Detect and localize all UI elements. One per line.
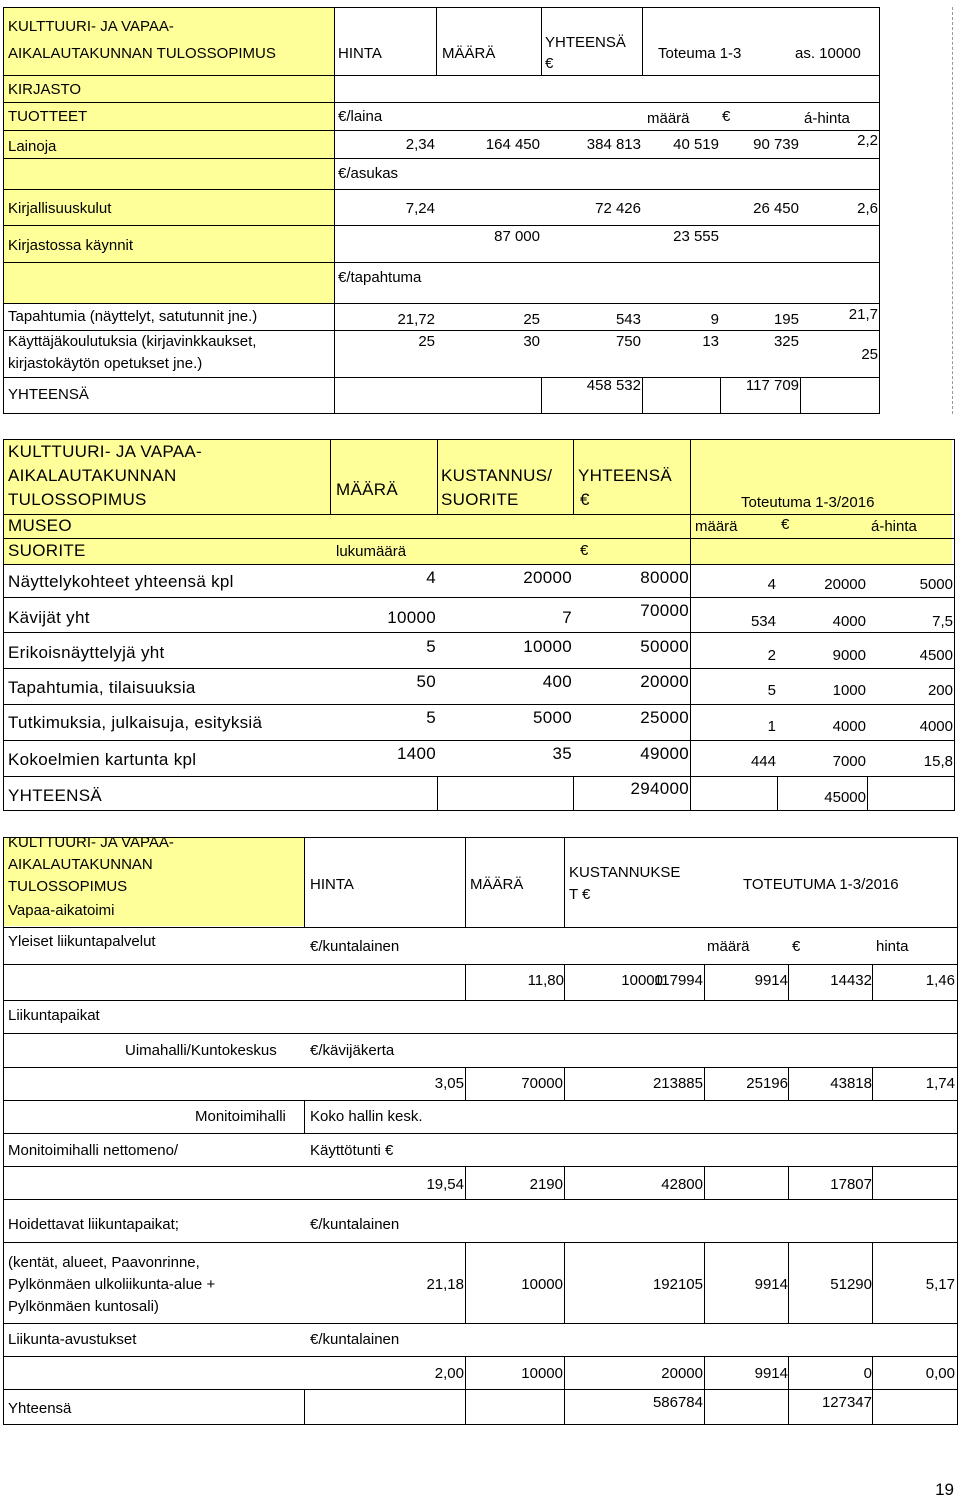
vapaa-monitoimihalli-netto: Monitoimihalli nettomeno/ (8, 1142, 179, 1159)
vapaa-row3-kust: 42800 (661, 1176, 703, 1193)
museo-col-kust2: SUORITE (441, 490, 519, 509)
row-lainoja-tmaara: 40 519 (673, 136, 719, 153)
row-kirjallisuus-hinta: 7,24 (405, 200, 435, 217)
museo-row-kavijat-tahinta: 7,5 (932, 613, 953, 630)
museo-row-tapahtumia-maara: 50 (416, 672, 436, 691)
vapaa-row5-teuro: 0 (863, 1365, 872, 1382)
museo-row-nayttely-yht: 80000 (640, 568, 689, 587)
museo-row-tutkimus-tmaara: 1 (767, 718, 776, 735)
museo-row-erikois-teuro: 9000 (832, 647, 866, 664)
row-kaynnit-maara: 87 000 (494, 228, 540, 245)
museo-row-erikois-yht: 50000 (640, 637, 689, 656)
vapaa-row5-hinta: 2,00 (434, 1365, 464, 1382)
museo-col-kust1: KUSTANNUS/ (441, 466, 553, 485)
vapaa-row1-hinta: 11,80 (527, 972, 564, 989)
vapaa-kentat-line1: (kentät, alueet, Paavonrinne, (8, 1254, 200, 1271)
museo-row-nayttely-tahinta: 5000 (919, 576, 953, 593)
vapaa-avustukset: Liikunta-avustukset (8, 1331, 137, 1348)
museo-row-kavijat-yht: 70000 (640, 601, 689, 620)
museo-row-tapahtumia-tmaara: 5 (767, 682, 776, 699)
museo-row-yhteensa-yht: 294000 (630, 779, 689, 798)
row-kirjallisuus-yhteensa: 72 426 (595, 200, 641, 217)
row-tapahtumia-tmaara: 9 (710, 311, 719, 328)
museo-col-euro: € (580, 490, 590, 509)
museo-row-nayttely-kust: 20000 (523, 568, 572, 587)
row-koulutus-maara: 30 (523, 333, 540, 350)
museo-row-kavijat-kust: 7 (562, 608, 572, 627)
row-koulutus-hinta: 25 (418, 333, 435, 350)
museo-row-kavijat-maara: 10000 (387, 608, 436, 627)
museo-row-tutkimus-kust: 5000 (532, 708, 572, 727)
vapaa-row1-teuro: 14432 (830, 972, 872, 989)
vapaa-sub-hinta: hinta (876, 938, 909, 955)
museo-row-kokoelma-tmaara: 444 (750, 753, 776, 770)
museo-sub-ahinta: á-hinta (871, 518, 917, 535)
museo-row-kokoelma-label: Kokoelmien kartunta kpl (8, 750, 197, 769)
vapaa-row4-maara: 10000 (521, 1276, 563, 1293)
kirjasto-title-line2: AIKALAUTAKUNNAN TULOSSOPIMUS (8, 45, 276, 62)
vapaa-row1-tmaara: 9914 (754, 972, 788, 989)
museo-lukumaara: lukumäärä (336, 543, 407, 560)
museo-row-tutkimus-yht: 25000 (640, 708, 689, 727)
museo-row-kokoelma-maara: 1400 (396, 744, 436, 763)
museo-row-tutkimus-tahinta: 4000 (919, 718, 953, 735)
museo-row-nayttely-maara: 4 (426, 568, 436, 587)
row-koulutus-tahinta: 25 (861, 346, 878, 363)
museo-sub-maara: määrä (695, 518, 738, 535)
row-lainoja-label: Lainoja (8, 138, 57, 155)
vapaa-row5-thinta: 0,00 (925, 1365, 955, 1382)
row-kirjallisuus-teuro: 26 450 (753, 200, 799, 217)
museo-title-line2: AIKALAUTAKUNNAN (8, 466, 177, 485)
vapaa-col-kust2: T € (569, 886, 591, 903)
vapaa-row2-tmaara: 25196 (746, 1075, 788, 1092)
museo-euro2: € (580, 542, 589, 559)
page-number: 19 (935, 1480, 954, 1499)
row-lainoja-hinta: 2,34 (405, 136, 435, 153)
museo-sub-euro: € (781, 516, 790, 533)
museo-row-kavijat-label: Kävijät yht (8, 608, 90, 627)
col-yhteensa: YHTEENSÄ (545, 34, 626, 51)
museo-suorite-label: SUORITE (8, 541, 86, 560)
museo-row-erikois-tahinta: 4500 (919, 647, 953, 664)
museo-row-erikois-label: Erikoisnäyttelyjä yht (8, 643, 165, 662)
museo-row-tutkimus-maara: 5 (426, 708, 436, 727)
vapaa-yhteensa-teuro: 127347 (821, 1394, 872, 1411)
vapaa-uimahalli: Uimahalli/Kuntokeskus (125, 1042, 277, 1059)
museo-row-kokoelma-yht: 49000 (640, 744, 689, 763)
museo-row-tapahtumia-teuro: 1000 (832, 682, 866, 699)
museo-title-line1: KULTTUURI- JA VAPAA- (8, 442, 202, 461)
row-koulutus-teuro: 325 (773, 333, 799, 350)
kirjasto-title-line1: KULTTUURI- JA VAPAA- (8, 18, 174, 35)
unit-tapahtuma: €/tapahtuma (338, 269, 422, 286)
vapaa-row4-kust: 192105 (652, 1276, 703, 1293)
museo-row-nayttely-tmaara: 4 (767, 576, 776, 593)
vapaa-hoidettavat: Hoidettavat liikuntapaikat; (8, 1216, 179, 1233)
vapaa-yhteensa-label: Yhteensä (8, 1400, 72, 1417)
vapaa-title-line2: AIKALAUTAKUNNAN (8, 856, 153, 873)
row-kaynnit-label: Kirjastossa käynnit (8, 237, 134, 254)
unit-laina: €/laina (338, 108, 383, 125)
museo-row-kokoelma-teuro: 7000 (832, 753, 866, 770)
vapaa-row3-maara: 2190 (529, 1176, 563, 1193)
row-lainoja-maara: 164 450 (485, 136, 540, 153)
row-lainoja-teuro: 90 739 (753, 136, 799, 153)
museo-col-maara: MÄÄRÄ (336, 480, 398, 499)
vapaa-koko-hallin: Koko hallin kesk. (310, 1108, 423, 1125)
row-koulutus-label1: Käyttäjäkoulutuksia (kirjavinkkaukset, (8, 333, 257, 350)
vapaa-row1-maara: 10000 (621, 972, 663, 989)
museo-row-erikois-kust: 10000 (523, 637, 572, 656)
museo-row-yhteensa-teuro: 45000 (824, 789, 866, 806)
unit-asukas: €/asukas (338, 165, 399, 182)
vapaa-col-kust1: KUSTANNUKSE (569, 864, 681, 881)
vapaa-title-line1: KULTTUURI- JA VAPAA- (8, 834, 174, 851)
vapaa-title-line4: Vapaa-aikatoimi (8, 902, 115, 919)
museo-row-tutkimus-label: Tutkimuksia, julkaisuja, esityksiä (8, 713, 263, 732)
museo-row-kokoelma-kust: 35 (552, 744, 572, 763)
vapaa-row2-maara: 70000 (521, 1075, 563, 1092)
vapaa-sub-euro: € (792, 938, 801, 955)
vapaa-row5-kust: 20000 (661, 1365, 703, 1382)
vapaa-sub-maara: määrä (707, 938, 750, 955)
vapaa-row2-hinta: 3,05 (434, 1075, 464, 1092)
row-kirjallisuus-tahinta: 2,6 (857, 200, 878, 217)
vapaa-unit-kavijakerta: €/kävijäkerta (310, 1042, 395, 1059)
vapaa-unit-kuntalainen: €/kuntalainen (310, 938, 400, 955)
tuotteet-label: TUOTTEET (8, 108, 88, 125)
vapaa-col-maara: MÄÄRÄ (470, 876, 524, 893)
museo-row-nayttely-teuro: 20000 (824, 576, 866, 593)
vapaa-kentat-line2: Pylkönmäen ulkoliikunta-alue + (8, 1276, 216, 1293)
vapaa-row1-thinta: 1,46 (925, 972, 955, 989)
sub-maara: määrä (647, 110, 690, 127)
col-as: as. 10000 (795, 45, 861, 62)
sub-euro: € (722, 108, 731, 125)
museo-row-tapahtumia-tahinta: 200 (927, 682, 953, 699)
vapaa-row3-hinta: 19,54 (426, 1176, 464, 1193)
vapaa-col-hinta: HINTA (310, 876, 354, 893)
museo-row-kavijat-tmaara: 534 (750, 613, 776, 630)
vapaa-row1-kust: 117994 (654, 972, 703, 989)
row-koulutus-yhteensa: 750 (615, 333, 641, 350)
museo-row-tapahtumia-label: Tapahtumia, tilaisuuksia (8, 678, 196, 697)
row-tapahtumia-maara: 25 (523, 311, 540, 328)
vapaa-kayttotunti: Käyttötunti € (310, 1142, 394, 1159)
vapaa-row4-hinta: 21,18 (426, 1276, 464, 1293)
vapaa-row2-thinta: 1,74 (925, 1075, 955, 1092)
museo-col-toteutuma: Toteutuma 1-3/2016 (741, 494, 875, 511)
vapaa-row5-maara: 10000 (521, 1365, 563, 1382)
vapaa-row4-tmaara: 9914 (754, 1276, 788, 1293)
vapaa-row2-kust: 213885 (652, 1075, 703, 1092)
vapaa-row2-teuro: 43818 (830, 1075, 872, 1092)
row-koulutus-tmaara: 13 (702, 333, 719, 350)
museo-row-erikois-maara: 5 (426, 637, 436, 656)
row-lainoja-tahinta: 2,2 (857, 132, 878, 149)
museo-row-erikois-tmaara: 2 (767, 647, 776, 664)
vapaa-title-line3: TULOSSOPIMUS (8, 878, 128, 895)
section-museo: MUSEO (8, 516, 72, 535)
vapaa-row3-teuro: 17807 (830, 1176, 872, 1193)
museo-row-tapahtumia-yht: 20000 (640, 672, 689, 691)
row-tapahtumia-label: Tapahtumia (näyttelyt, satutunnit jne.) (8, 308, 258, 325)
row-kaynnit-tmaara: 23 555 (673, 228, 719, 245)
vapaa-row4-thinta: 5,17 (925, 1276, 955, 1293)
museo-row-tapahtumia-kust: 400 (542, 672, 572, 691)
vapaa-row4-teuro: 51290 (830, 1276, 872, 1293)
row-kirjasto-yhteensa-total: 458 532 (586, 377, 641, 394)
vapaa-yhteensa-kust: 586784 (652, 1394, 703, 1411)
vapaa-yleiset: Yleiset liikuntapalvelut (8, 933, 156, 950)
museo-row-tutkimus-teuro: 4000 (832, 718, 866, 735)
vapaa-kentat-line3: Pylkönmäen kuntosali) (8, 1298, 159, 1315)
col-maara: MÄÄRÄ (442, 45, 496, 62)
row-lainoja-yhteensa: 384 813 (586, 136, 641, 153)
museo-row-kokoelma-tahinta: 15,8 (923, 753, 953, 770)
row-tapahtumia-hinta: 21,72 (397, 311, 435, 328)
vapaa-unit-kuntalainen2: €/kuntalainen (310, 1216, 400, 1233)
row-tapahtumia-tahinta: 21,7 (848, 306, 878, 323)
museo-title-line3: TULOSSOPIMUS (8, 490, 147, 509)
col-toteuma: Toteuma 1-3 (658, 45, 742, 62)
sub-ahinta: á-hinta (804, 110, 850, 127)
vapaa-row5-tmaara: 9914 (754, 1365, 788, 1382)
vapaa-unit-kuntalainen3: €/kuntalainen (310, 1331, 400, 1348)
vapaa-liikuntapaikat: Liikuntapaikat (8, 1007, 100, 1024)
row-koulutus-label2: kirjastokäytön opetukset jne.) (8, 355, 203, 372)
row-tapahtumia-yhteensa: 543 (615, 311, 641, 328)
row-kirjasto-yhteensa-teuro: 117 709 (745, 377, 799, 394)
museo-row-kavijat-teuro: 4000 (832, 613, 866, 630)
vapaa-col-toteutuma: TOTEUTUMA 1-3/2016 (743, 876, 899, 893)
section-kirjasto: KIRJASTO (8, 81, 82, 98)
col-hinta: HINTA (338, 45, 382, 62)
vapaa-monitoimihalli: Monitoimihalli (195, 1108, 286, 1125)
row-kirjasto-yhteensa-label: YHTEENSÄ (8, 386, 89, 403)
row-kirjallisuus-label: Kirjallisuuskulut (8, 200, 112, 217)
museo-col-yht: YHTEENSÄ (578, 466, 673, 485)
museo-row-nayttely-label: Näyttelykohteet yhteensä kpl (8, 572, 234, 591)
museo-row-yhteensa-label: YHTEENSÄ (8, 786, 103, 805)
row-tapahtumia-teuro: 195 (773, 311, 799, 328)
col-yhteensa-euro: € (545, 55, 554, 72)
